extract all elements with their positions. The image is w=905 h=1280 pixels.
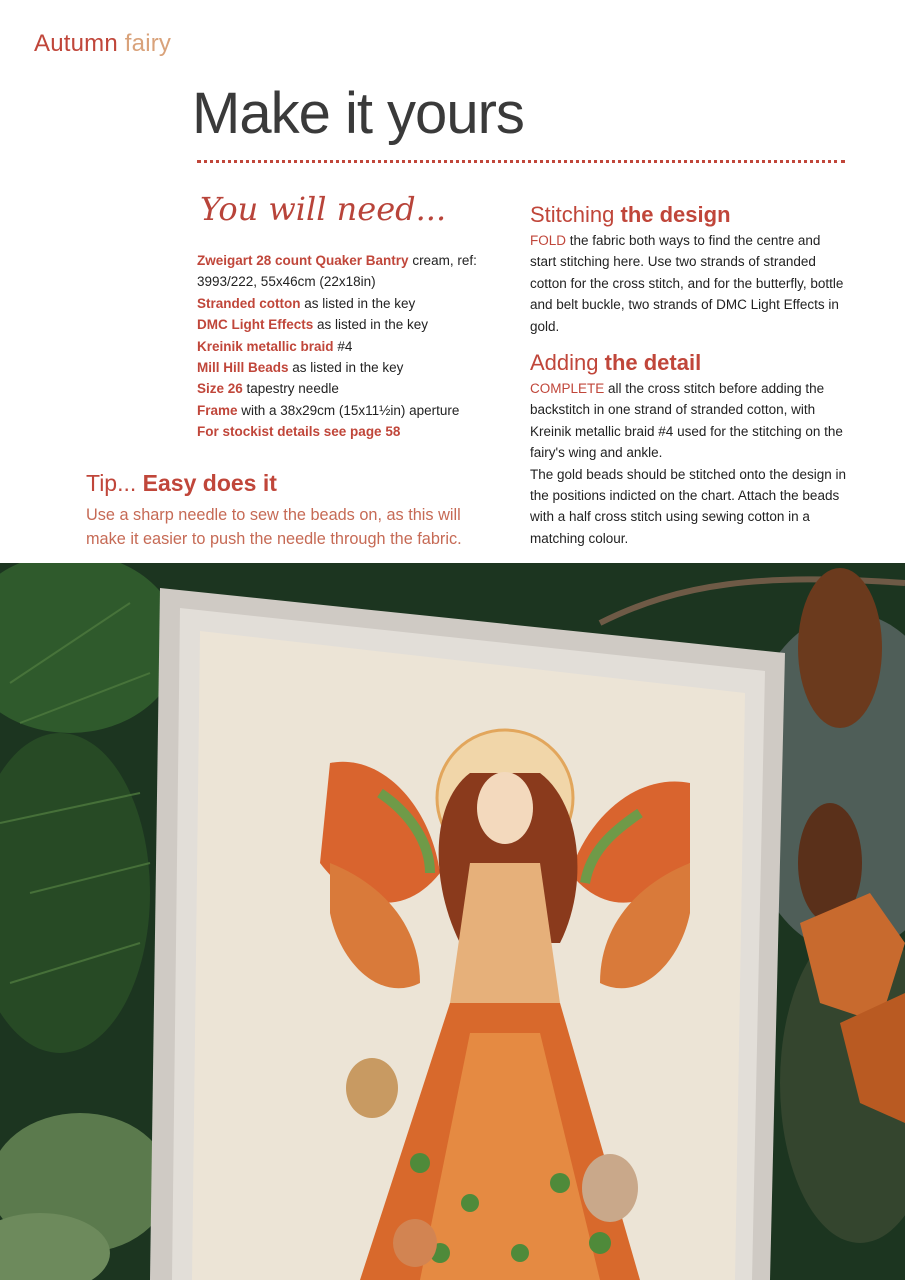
fox-icon (393, 1219, 437, 1267)
detail-body (530, 378, 850, 464)
materials-item-detail: as listed in the key (288, 360, 404, 376)
materials-item-detail: tapestry needle (242, 381, 339, 397)
stockist-link[interactable]: For stockist details see page 58 (197, 424, 401, 440)
title-divider (197, 160, 845, 163)
materials-item (197, 314, 497, 335)
materials-item-name: Zweigart 28 count Quaker Bantry (197, 253, 409, 268)
materials-item-name: Kreinik metallic braid (197, 338, 334, 354)
materials-item-detail: cream, ref: 3993/222, 55x46cm (22x18in) (197, 253, 477, 290)
you-will-need-heading: You will need... (200, 190, 447, 228)
materials-list (197, 250, 497, 443)
header-word-autumn: Autumn (34, 30, 118, 57)
materials-item-name: Size 26 (197, 381, 243, 397)
tip-prefix: Tip... (86, 470, 143, 496)
materials-item (197, 421, 497, 442)
body-text: all the cross stitch before adding the backstitch in one strand of stranded cotton, with Kreinik metallic braid #4 used for the stitching on the fairy's wing and ankle. (530, 381, 843, 461)
detail-heading (530, 348, 850, 378)
materials-item (197, 293, 497, 314)
tip-heading (86, 470, 496, 497)
materials-item-detail: as listed in the key (300, 295, 416, 311)
materials-item-name: Frame (197, 402, 238, 418)
tip-body: Use a sharp needle to sew the beads on, as this will make it easier to push the needle through the fabric. (86, 506, 462, 548)
materials-item (197, 400, 497, 421)
fairy-photo-illustration (0, 563, 905, 1280)
page-title: Make it yours (192, 81, 524, 146)
materials-item-name: Stranded cotton (197, 295, 301, 311)
materials-item (197, 250, 497, 293)
body-lead: FOLD (530, 233, 567, 248)
body-text: the fabric both ways to find the centre and start stitching here. Use two strands of stranded cotton for the cross stitch, and for the butterfly, bottle and belt buckle, two strands of DMC Light Effects in gold. (530, 233, 844, 334)
materials-item-detail: as listed in the key (313, 317, 429, 333)
detail-section (530, 348, 850, 549)
stitching-heading (530, 200, 850, 230)
stitching-section (530, 200, 850, 337)
deer-icon (346, 1058, 398, 1118)
materials-item-name: Mill Hill Beads (197, 360, 289, 376)
materials-item (197, 336, 497, 357)
detail-body-2: The gold beads should be stitched onto the design in the positions indicted on the chart. Attach the beads with a half cross stitch using sewing cotton in a matching colour. (530, 466, 846, 546)
rabbit-icon (582, 1154, 638, 1222)
materials-item-detail: #4 (333, 338, 353, 354)
materials-item-name: DMC Light Effects (197, 317, 314, 333)
header-word-fairy: fairy (124, 30, 172, 57)
body-lead: COMPLETE (530, 381, 605, 396)
section-header (34, 30, 171, 58)
framed-fairy-photo (0, 563, 905, 1280)
materials-item-detail: with a 38x29cm (15x11½in) aperture (237, 402, 460, 418)
tip-title: Easy does it (142, 470, 277, 496)
stitching-body (530, 230, 850, 337)
tip-box (86, 470, 496, 551)
pine-cone-icon (798, 568, 882, 728)
heading-bold: the detail (604, 350, 702, 375)
heading-light: Stitching (530, 202, 621, 227)
materials-item (197, 378, 497, 399)
heading-light: Adding (530, 350, 605, 375)
heading-bold: the design (620, 202, 731, 227)
materials-item (197, 357, 497, 378)
